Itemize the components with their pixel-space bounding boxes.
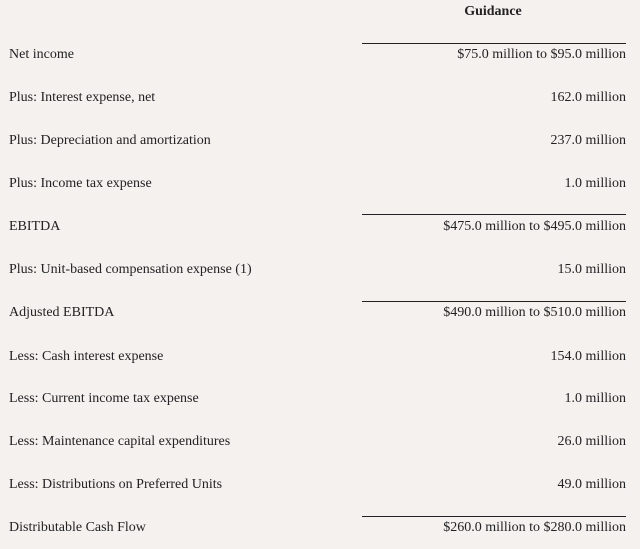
row-label: Adjusted EBITDA — [9, 305, 115, 320]
table-row — [0, 174, 640, 194]
row-value: $475.0 million to $495.0 million — [443, 219, 626, 234]
table-row — [0, 475, 640, 495]
table-row — [0, 45, 640, 65]
row-label: Distributable Cash Flow — [9, 520, 146, 535]
divider-rule — [362, 301, 626, 302]
row-value: $75.0 million to $95.0 million — [457, 47, 626, 62]
table-row — [0, 347, 640, 367]
table-row — [0, 88, 640, 108]
row-value: 26.0 million — [557, 434, 626, 449]
table-row — [0, 518, 640, 538]
row-label: Net income — [9, 47, 74, 62]
row-label: Plus: Income tax expense — [9, 176, 152, 191]
table-row — [0, 432, 640, 452]
row-label: Less: Current income tax expense — [9, 391, 199, 406]
guidance-column-header: Guidance — [464, 4, 522, 19]
row-label: EBITDA — [9, 219, 61, 234]
row-label: Less: Distributions on Preferred Units — [9, 477, 223, 492]
row-value: $490.0 million to $510.0 million — [443, 305, 626, 320]
row-value: 237.0 million — [550, 133, 626, 148]
row-value: 15.0 million — [557, 262, 626, 277]
divider-rule — [362, 43, 626, 44]
row-value: 49.0 million — [557, 477, 626, 492]
row-value: $260.0 million to $280.0 million — [443, 520, 626, 535]
table-row — [0, 303, 640, 323]
row-value: 162.0 million — [550, 90, 626, 105]
divider-rule — [362, 516, 626, 517]
table-row — [0, 389, 640, 409]
row-label: Plus: Unit-based compensation expense (1) — [9, 262, 252, 277]
row-value: 154.0 million — [550, 349, 626, 364]
table-row — [0, 131, 640, 151]
row-label: Less: Cash interest expense — [9, 349, 164, 364]
table-row — [0, 217, 640, 237]
row-label: Plus: Depreciation and amortization — [9, 133, 211, 148]
row-label: Plus: Interest expense, net — [9, 90, 156, 105]
table-row — [0, 260, 640, 280]
row-label: Less: Maintenance capital expenditures — [9, 434, 231, 449]
row-value: 1.0 million — [564, 176, 626, 191]
row-value: 1.0 million — [564, 391, 626, 406]
divider-rule — [362, 214, 626, 215]
